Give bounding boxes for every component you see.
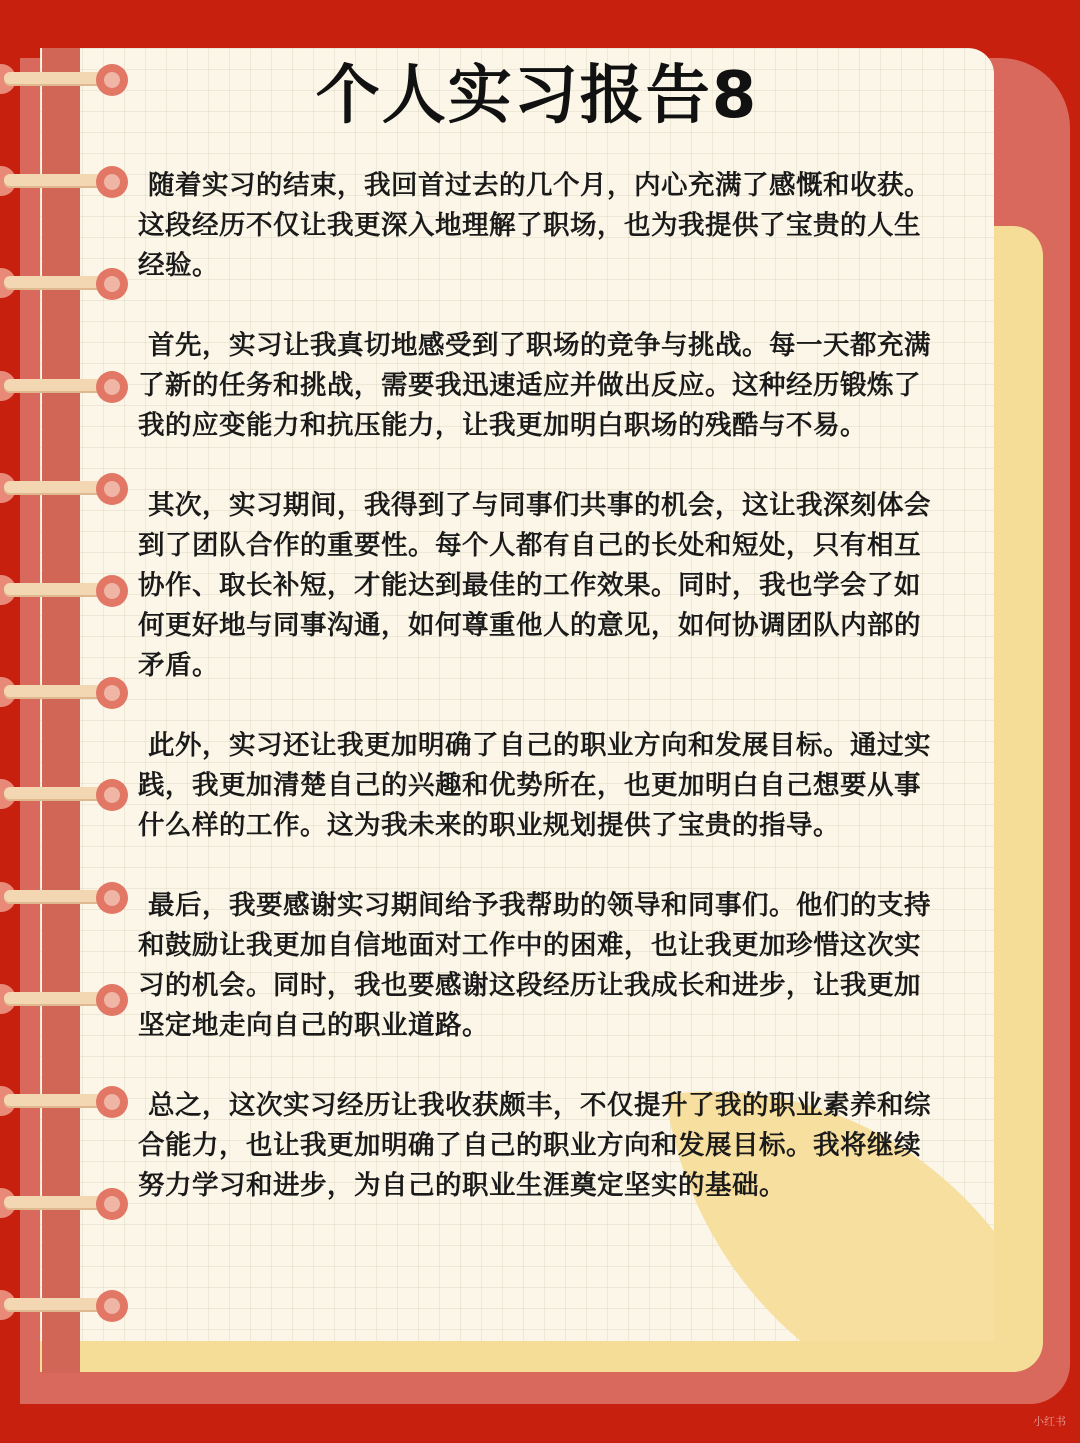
paragraph: 最后，我要感谢实习期间给予我帮助的领导和同事们。他们的支持和鼓励让我更加自信地面对工作中的困难，也让我更加珍惜这次实习的机会。同时，我也要感谢这段经历让我成长和进步，让我更加坚定地走向自己的职业道路。 — [138, 890, 931, 1041]
document-title: 个人实习报告8 — [315, 59, 759, 133]
spiral-ring — [0, 266, 130, 302]
spiral-ring — [0, 573, 130, 609]
spiral-ring — [0, 471, 130, 507]
spiral-ring — [0, 1084, 130, 1120]
document-body — [138, 166, 938, 1246]
spiral-ring — [0, 777, 130, 813]
spiral-ring — [0, 369, 130, 405]
spiral-ring — [0, 1186, 130, 1222]
paragraph: 总之，这次实习经历让我收获颇丰，不仅提升了我的职业素养和综合能力，也让我更加明确了自己的职业方向和发展目标。我将继续努力学习和进步，为自己的职业生涯奠定坚实的基础。 — [138, 1090, 931, 1201]
spiral-ring — [0, 982, 130, 1018]
spiral-ring — [0, 675, 130, 711]
paragraph: 其次，实习期间，我得到了与同事们共事的机会，这让我深刻体会到了团队合作的重要性。每个人都有自己的长处和短处，只有相互协作、取长补短，才能达到最佳的工作效果。同时，我也学会了如何更好地与同事沟通，如何尊重他人的意见，如何协调团队内部的矛盾。 — [138, 490, 931, 681]
spiral-ring — [0, 164, 130, 200]
spiral-ring — [0, 1288, 130, 1324]
paragraph: 随着实习的结束，我回首过去的几个月，内心充满了感慨和收获。这段经历不仅让我更深入地理解了职场，也为我提供了宝贵的人生经验。 — [138, 170, 931, 281]
watermark: 小红书 — [1033, 1415, 1066, 1428]
paragraph: 此外，实习还让我更加明确了自己的职业方向和发展目标。通过实践，我更加清楚自己的兴趣和优势所在，也更加明白自己想要从事什么样的工作。这为我未来的职业规划提供了宝贵的指导。 — [138, 730, 931, 841]
spiral-ring — [0, 880, 130, 916]
paragraph: 首先，实习让我真切地感受到了职场的竞争与挑战。每一天都充满了新的任务和挑战，需要我迅速适应并做出反应。这种经历锻炼了我的应变能力和抗压能力，让我更加明白职场的残酷与不易。 — [138, 330, 931, 441]
